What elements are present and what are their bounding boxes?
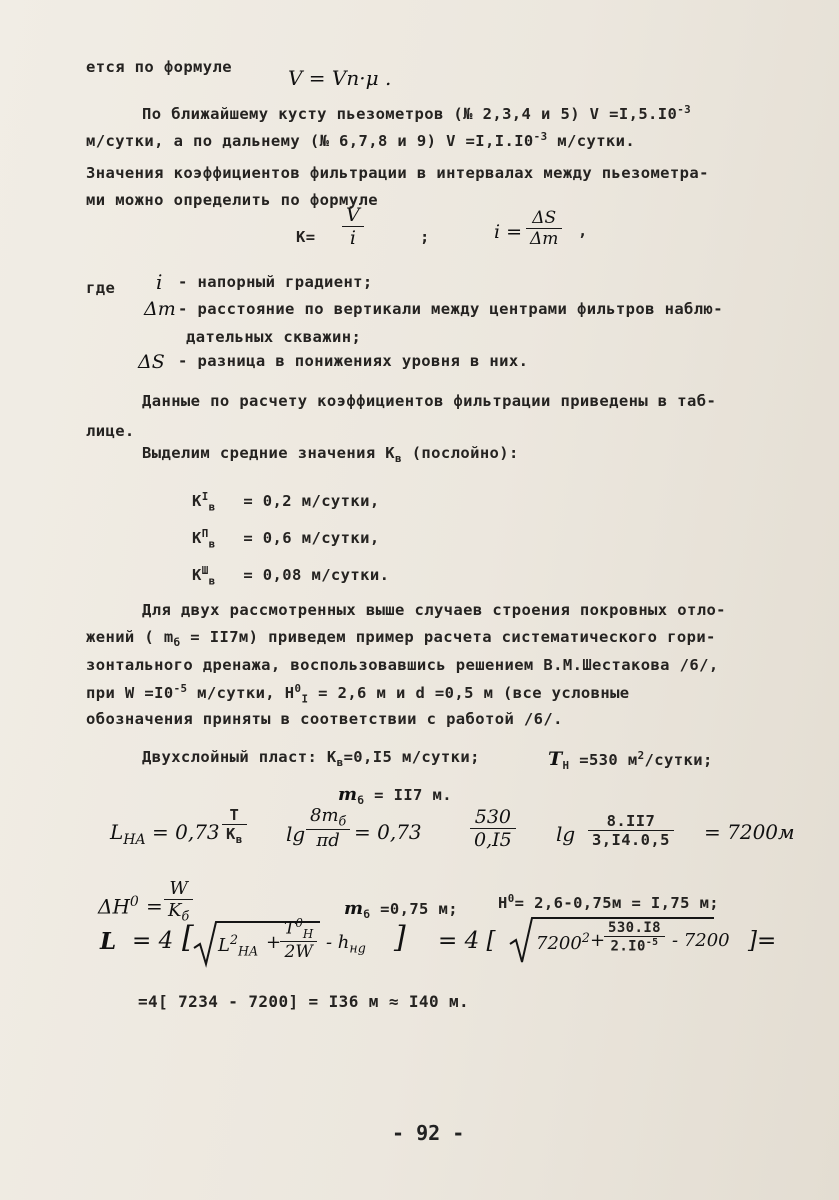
eq-l-n1: 7200$^2$	[536, 930, 590, 954]
text-line: По ближайшему кусту пьезометров (№ 2,3,4 и 5) $V =I,5.I0^{-3}$	[142, 103, 692, 124]
formula-separator: ;	[420, 228, 430, 246]
formula-comma: ,	[578, 222, 588, 240]
eq-dh-mb: $m_б =0,75$ м;	[344, 898, 458, 922]
eq-l-fraction2: $\frac{530.I8}{2.I0^{-5}}$	[604, 920, 665, 955]
eq-l-close2: ]=	[748, 928, 777, 954]
text-line: лице.	[86, 422, 135, 440]
def-symbol-i: i	[156, 270, 163, 294]
mb-line: $m_б = II7$ м.	[338, 784, 452, 808]
eq-lha-lg2: lg	[556, 822, 576, 846]
text-line: зонтального дренажа, воспользовавшись решением В.М.Шестакова /6/,	[86, 656, 719, 674]
definition-line: дательных скважин;	[186, 328, 362, 346]
formula-i-lhs: i =	[494, 221, 523, 243]
eq-l-plus2: +	[590, 930, 606, 951]
where-label: где	[86, 279, 116, 297]
text-line: Выделим средние значения $K_в$ (послойно):	[142, 444, 519, 466]
eq-l-minus: - $h_{нg}$	[326, 932, 366, 956]
eq-l-minus2: - 7200	[672, 930, 730, 951]
eq-l-eq: = 4	[132, 928, 174, 954]
eq-lha-eq: = 0,73	[152, 820, 220, 844]
eq-lha-lhs: $L_{HA}$	[110, 820, 146, 848]
eq-lha-frac4: $\frac{8.II7}{3,I4.0,5}$	[588, 812, 674, 849]
formula-k-fraction: $\frac{V}{i}$	[342, 204, 364, 249]
eq-l-fraction: $\frac{T^0_H}{2W}$	[280, 916, 317, 962]
text-line: ми можно определить по формуле	[86, 191, 378, 209]
eq-l-inner: $L^2_{HA}$	[218, 932, 259, 959]
eq-lha-result: = 7200м	[704, 820, 795, 844]
k-layer-3: $K^Ш_в = 0,08$ м/сутки.	[192, 564, 390, 588]
eq-l-eq2: = 4 [	[438, 928, 496, 954]
text-line: Для двух рассмотренных выше случаев строения покровных отло-	[142, 601, 726, 619]
definition-line: - расстояние по вертикали между центрами фильтров наблю-	[178, 300, 723, 318]
eq-lha-frac3: $\frac{530}{0,I5}$	[470, 806, 516, 851]
text-line: обозначения приняты в соответствии с работой /6/.	[86, 710, 563, 728]
eq-l-lhs: L	[100, 928, 117, 955]
final-result: =4[ 7234 - 7200] = I36 м ≈ I40 м.	[138, 992, 470, 1011]
text-line: Данные по расчету коэффициентов фильтрации приведены в таб-	[142, 392, 717, 410]
formula-v: V = Vn·μ .	[288, 66, 392, 90]
def-symbol-ds: ΔS	[138, 351, 165, 373]
def-symbol-dm: Δm	[144, 298, 176, 320]
eq-dh-eq: =	[146, 894, 163, 918]
eq-lha-frac1: T $K_в$	[222, 806, 247, 846]
eq-dh-lhs: $\Delta H^0$	[98, 894, 139, 919]
formula-k-lhs: K=	[296, 228, 316, 246]
text-line: при $W =I0^{-5}$ м/сутки, $H^0_I = 2,6$ м и d =0,5 м (все условные	[86, 682, 630, 706]
text-line: Значения коэффициентов фильтрации в интервалах между пьезометра-	[86, 164, 709, 182]
eq-lha-lg: lg	[286, 822, 306, 846]
text-line: ется по формуле	[86, 58, 232, 76]
bracket-close: ]	[394, 920, 406, 955]
text-line: жений ( $m_б = II7м$) приведем пример расчета систематического гори-	[86, 628, 716, 650]
k-layer-2: $K^П_в = 0,6$ м/сутки,	[192, 527, 380, 551]
eq-lha-eq2: = 0,73	[354, 820, 422, 844]
k-layer-1: $K^I_в = 0,2$ м/сутки,	[192, 490, 380, 514]
text-line: $T_H =530$ $м^2$/сутки;	[548, 748, 713, 773]
definition-line: - разница в понижениях уровня в них.	[178, 352, 529, 370]
eq-dh-tail: $H^0= 2,6-0,75м = I,75$ м;	[498, 892, 720, 913]
eq-l-plus: +	[266, 932, 282, 953]
eq-dh-fraction: W $K_б$	[164, 878, 193, 924]
eq-lha-frac2: $8m_б$ πd	[306, 805, 350, 851]
text-line: Двухслойный пласт: $K_в=0,I5$ м/сутки;	[142, 748, 480, 770]
bracket-open: [	[182, 920, 194, 955]
formula-i-fraction: $\frac{\Delta S}{\Delta m}$	[526, 208, 562, 249]
definition-line: - напорный градиент;	[178, 273, 373, 291]
text-line: м/сутки, а по дальнему (№ 6,7,8 и 9) $V =I,I.I0^{-3}$ м/сутки.	[86, 130, 636, 151]
page-number: - 92 -	[392, 1121, 465, 1145]
